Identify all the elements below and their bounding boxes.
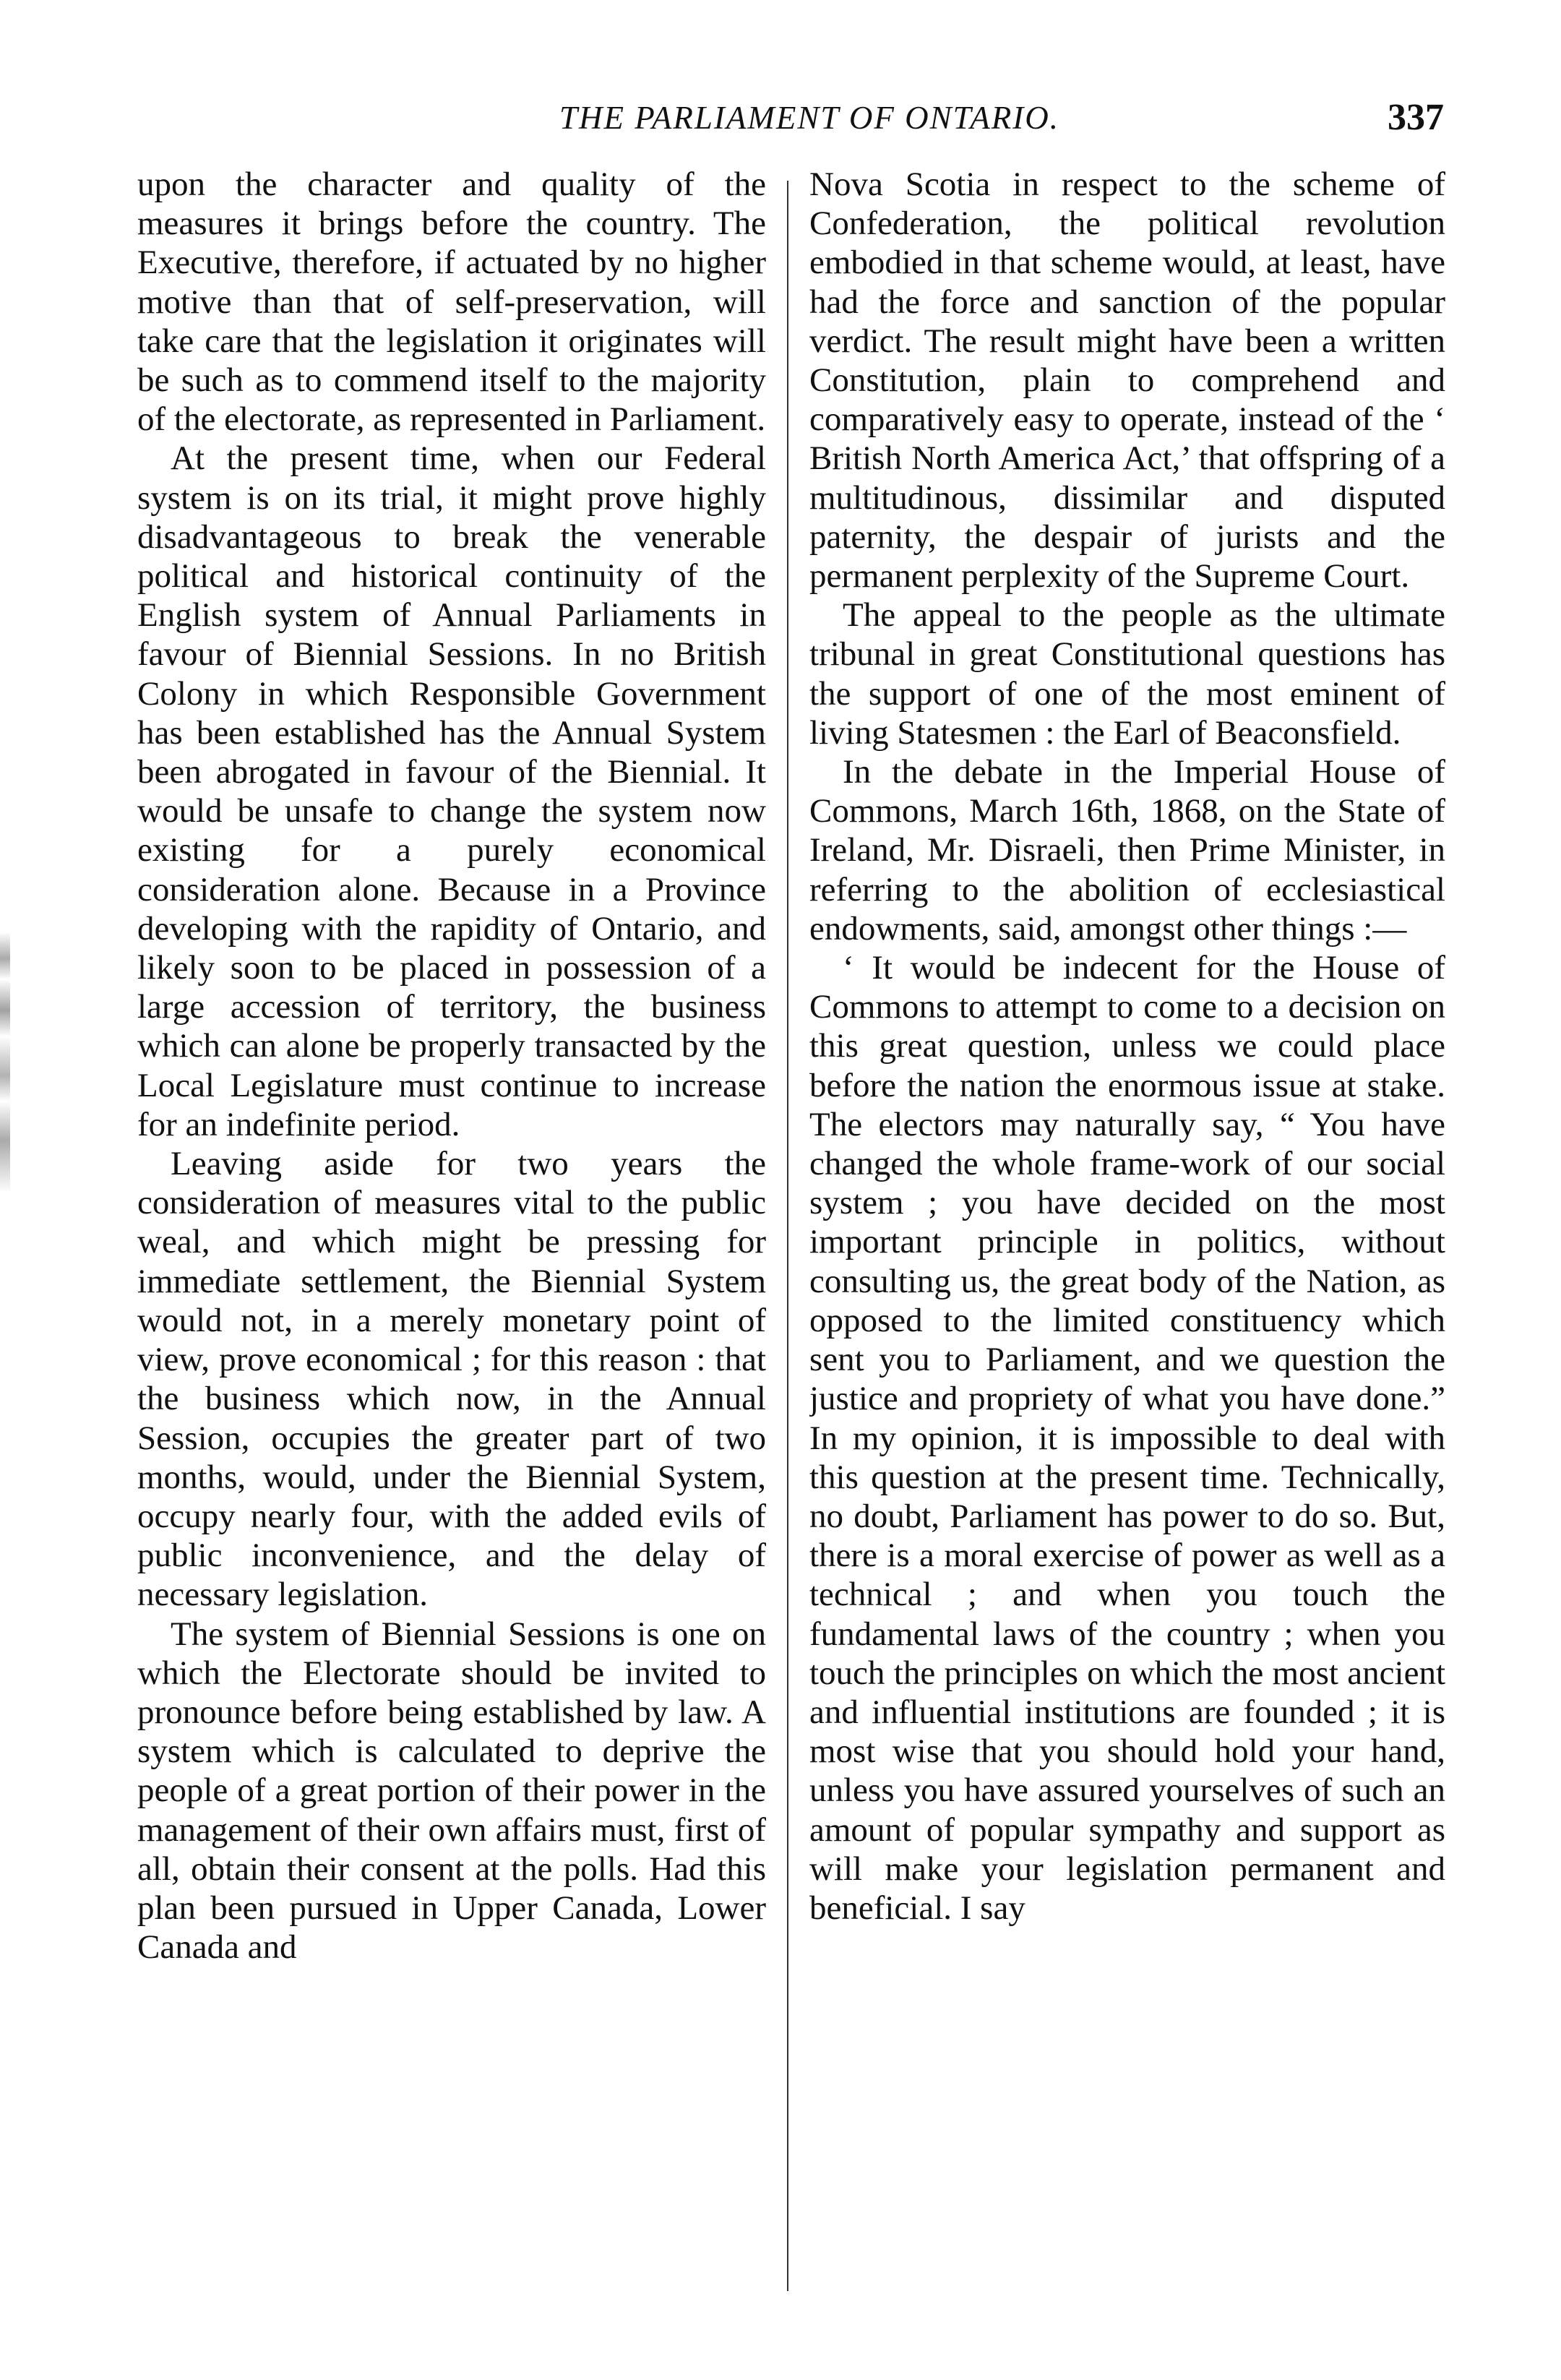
paragraph: At the present time, when our Federal system is on its trial, it might prove highly disadvantageous to break the venerable political and historical continuity of the English system of Annual Parliaments in favour of Biennial Sessions. In no British Colony in which Responsible Government has been established has the Annual System been abrogated in favour of the Biennial. It would be unsafe to change the system now existing for a purely economical consideration alone. Because in a Province developing with the rapidity of Ontario, and likely soon to be placed in possession of a large accession of territory, the business which can alone be properly transacted by the Local Legislature must continue to increase for an indefinite period. xyxy=(137,439,766,1143)
margin-binding-marks xyxy=(0,932,10,1193)
paragraph: The appeal to the people as the ultimate tribunal in great Constitutional questions has the support of one of the most eminent of living Statesmen : the Earl of Beaconsfield. xyxy=(809,596,1445,752)
paragraph: Leaving aside for two years the consideration of measures vital to the public weal, and which might be pressing for immediate settlement, the Biennial System would not, in a merely monetary point of view, prove economical ; for this reason : that the business which now, in the Annual Session, occupies the greater part of two months, would, under the Biennial System, occupy nearly four, with the added evils of public inconvenience, and the delay of necessary legislation. xyxy=(137,1145,766,1614)
paragraph: upon the character and quality of the measures it brings before the country. The Executive, therefore, if actuated by no higher motive than that of self-preservation, will take care that the legislation it originates will be such as to commend itself to the majority of the electorate, as represented in Parliament. xyxy=(137,166,766,439)
left-column xyxy=(137,165,766,2304)
page-header xyxy=(123,93,1453,143)
column-divider xyxy=(787,181,788,2291)
paragraph: Nova Scotia in respect to the scheme of Confederation, the political revolution embodied in that scheme would, at least, have had the force and sanction of the popular verdict. The result might have been a written Constitution, plain to comprehend and comparatively easy to operate, instead of the ‘ British North America Act,’ that offspring of a multitudinous, dissimilar and disputed paternity, the despair of jurists and the permanent perplexity of the Supreme Court. xyxy=(809,166,1445,596)
quotation-paragraph: ‘ It would be indecent for the House of Commons to attempt to come to a decision on this great question, unless we could place before the nation the enormous issue at stake. The electors may naturally say, “ You have changed the whole frame-work of our social system ; you have decided on the most important principle in politics, without consulting us, the great body of the Nation, as opposed to the limited constituency which sent you to Parliament, and we question the justice and propriety of what you have done.” In my opinion, it is impossible to deal with this question at the present time. Technically, no doubt, Parliament has power to do so. But, there is a moral exercise of power as well as a technical ; and when you touch the fundamental laws of the country ; when you touch the principles on which the most ancient and influential institutions are founded ; it is most wise that you should hold your hand, unless you have assured yourselves of such an amount of popular sympathy and support as will make your legislation permanent and beneficial. I say xyxy=(809,949,1445,1927)
paragraph: The system of Biennial Sessions is one on which the Electorate should be invited to pronounce before being established by law. A system which is calculated to deprive the people of a great portion of their power in the management of their own affairs must, first of all, obtain their consent at the polls. Had this plan been pursued in Upper Canada, Lower Canada and xyxy=(137,1615,766,1967)
page-number: 337 xyxy=(1388,97,1444,138)
right-column xyxy=(809,165,1445,2304)
running-title: THE PARLIAMENT OF ONTARIO. xyxy=(559,100,1060,136)
paragraph: In the debate in the Imperial House of Commons, March 16th, 1868, on the State of Ireland, Mr. Disraeli, then Prime Minister, in referring to the abolition of ecclesiastical endowments, said, amongst other things :— xyxy=(809,753,1445,948)
